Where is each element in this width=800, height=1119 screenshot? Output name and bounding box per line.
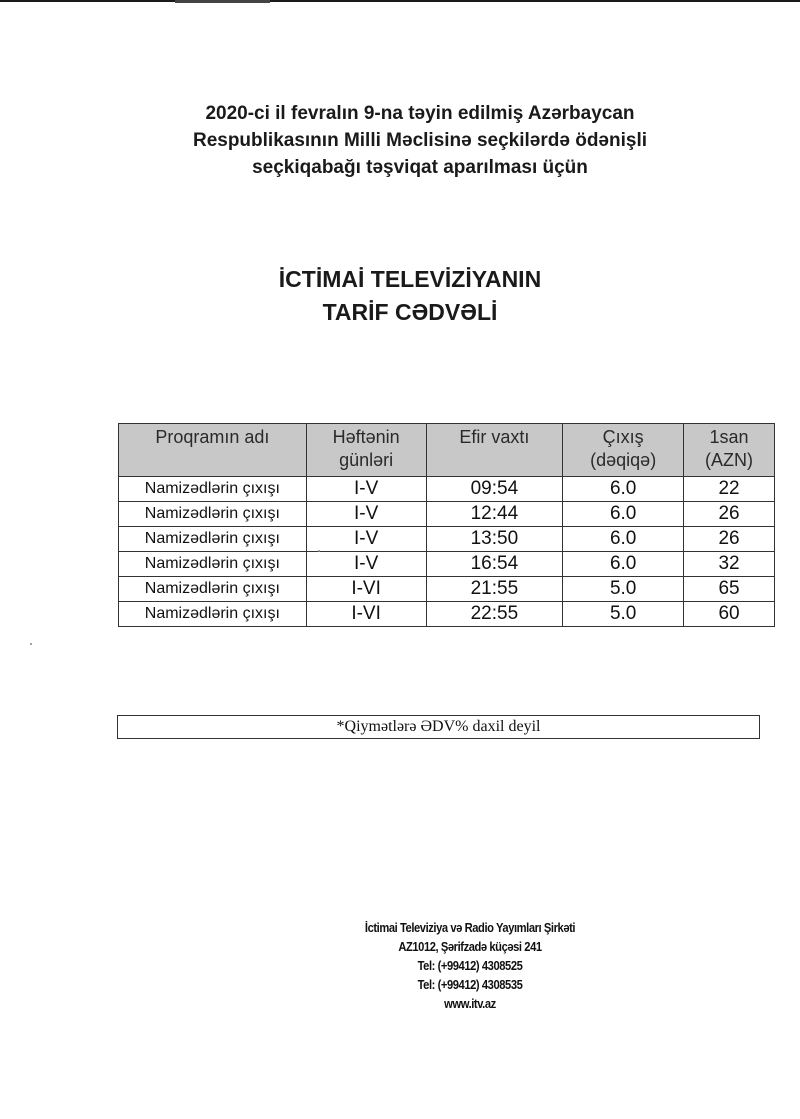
cell-price: 32 [684, 552, 775, 577]
table-row [119, 602, 775, 627]
table-row [119, 502, 775, 527]
cell-time: 09:54 [426, 477, 563, 502]
header-label: (AZN) [705, 450, 754, 470]
table-row [119, 477, 775, 502]
footer-company: İctimai Televiziya və Radio Yayımları Şirkəti [364, 920, 576, 935]
tariff-table [118, 423, 775, 627]
header-label: Çıxış [602, 427, 644, 447]
cell-days: I-VI [306, 602, 426, 627]
cell-program: Namizədlərin çıxışı [119, 602, 307, 627]
cell-price: 60 [684, 602, 775, 627]
cell-duration: 6.0 [563, 477, 684, 502]
header-label: 1san [709, 427, 749, 447]
vat-note: *Qiymətlərə ƏDV% daxil deyil [117, 715, 760, 739]
cell-time: 21:55 [426, 577, 563, 602]
header-label: Proqramın adı [155, 427, 270, 447]
title-line: TARİF CƏDVƏLİ [322, 299, 498, 325]
header-label: Həftənin [332, 427, 400, 447]
header-days [306, 424, 426, 477]
cell-program: Namizədlərin çıxışı [119, 577, 307, 602]
cell-days: I-V [306, 502, 426, 527]
table-row [119, 577, 775, 602]
cell-price: 26 [684, 502, 775, 527]
cell-price: 26 [684, 527, 775, 552]
title-line: İCTİMAİ TELEVİZİYANIN [278, 266, 542, 292]
cell-price: 65 [684, 577, 775, 602]
cell-time: 16:54 [426, 552, 563, 577]
footer-website: www.itv.az [444, 996, 496, 1011]
cell-duration: 6.0 [563, 502, 684, 527]
header-label: Efir vaxtı [459, 427, 530, 447]
footer-address: AZ1012, Şərifzadə küçəsi 241 [398, 939, 542, 954]
cell-program: Namizədlərin çıxışı [119, 502, 307, 527]
cell-days: I-V [306, 552, 426, 577]
scan-speck [318, 550, 320, 552]
cell-price: 22 [684, 477, 775, 502]
header-program [119, 424, 307, 477]
header-label: günləri [339, 450, 394, 470]
heading-line: seçkiqabağı təşviqat aparılması üçün [252, 157, 588, 178]
cell-duration: 6.0 [563, 527, 684, 552]
cell-time: 12:44 [426, 502, 563, 527]
header-price [684, 424, 775, 477]
table-row [119, 552, 775, 577]
footer-phone: Tel: (+99412) 4308525 [417, 958, 523, 973]
scan-speck [30, 643, 32, 645]
cell-program: Namizədlərin çıxışı [119, 552, 307, 577]
cell-duration: 6.0 [563, 552, 684, 577]
cell-duration: 5.0 [563, 577, 684, 602]
cell-program: Namizədlərin çıxışı [119, 477, 307, 502]
cell-days: I-V [306, 527, 426, 552]
document-title [140, 263, 680, 329]
cell-days: I-VI [306, 577, 426, 602]
heading-line: Respublikasının Milli Məclisinə seçkilərdə ödənişli [192, 130, 648, 151]
cell-days: I-V [306, 477, 426, 502]
header-duration [563, 424, 684, 477]
scan-top-edge [0, 0, 800, 2]
cell-time: 22:55 [426, 602, 563, 627]
cell-duration: 5.0 [563, 602, 684, 627]
cell-time: 13:50 [426, 527, 563, 552]
table-header-row [119, 424, 775, 477]
document-heading [100, 100, 740, 181]
header-air-time [426, 424, 563, 477]
table-row [119, 527, 775, 552]
heading-line: 2020-ci il fevralın 9-na təyin edilmiş Azərbaycan [205, 103, 635, 124]
company-footer [289, 918, 650, 1013]
cell-program: Namizədlərin çıxışı [119, 527, 307, 552]
footer-phone: Tel: (+99412) 4308535 [417, 977, 523, 992]
header-label: (dəqiqə) [590, 450, 657, 470]
scan-artifact [175, 0, 270, 3]
